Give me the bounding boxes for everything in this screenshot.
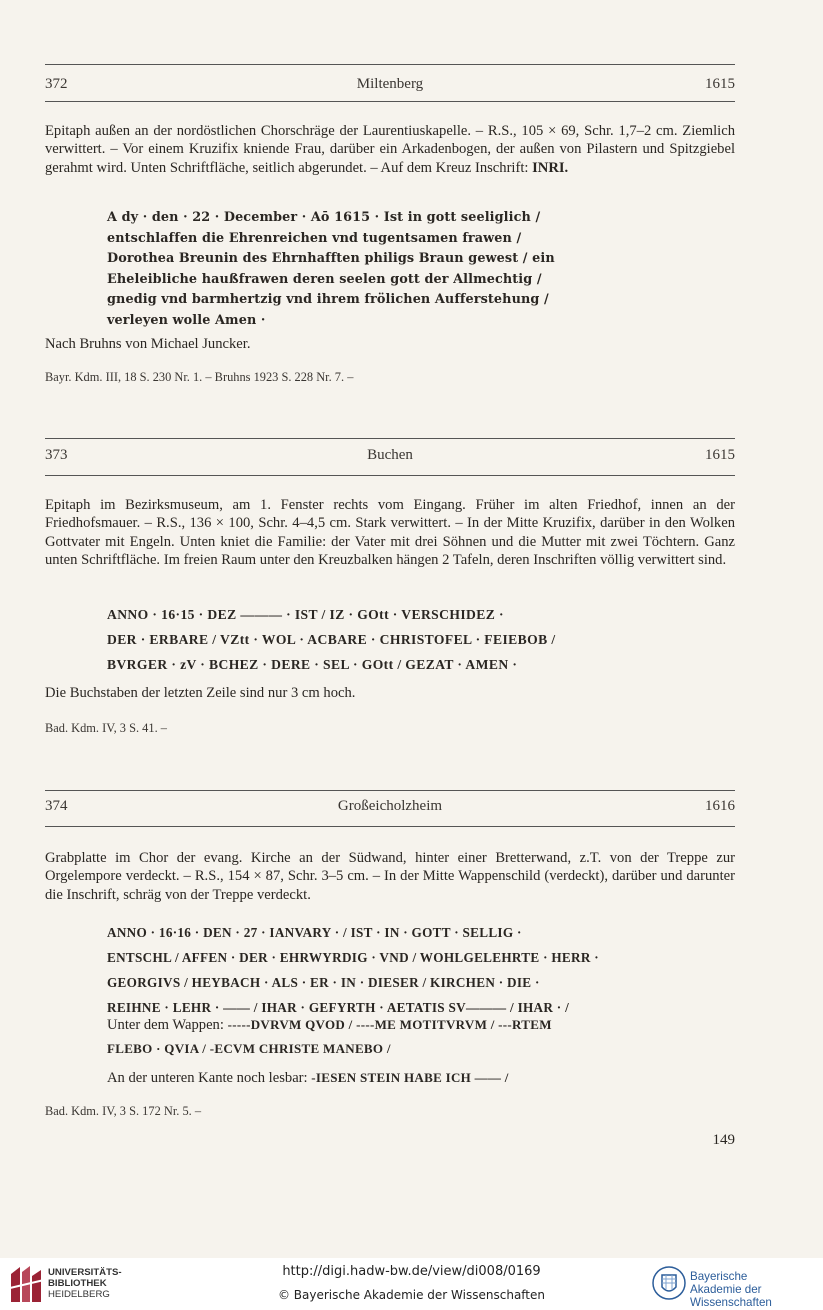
- academy-crest-icon: [651, 1263, 687, 1303]
- inscription-line: ANNO · 16·16 · DEN · 27 · IANVARY · / IST · IN · GOTT · SELLIG ·: [107, 925, 522, 940]
- rule-bottom-372: [45, 101, 735, 102]
- description-text: Epitaph außen an der nordöstlichen Chorschräge der Laurentiuskapelle. – R.S., 105 × 69, Schr. 1,7–2 cm. Ziemlich verwittert. – Vor einem Kruzifix kniende Frau, darüber ein Arkadenbogen, der außen von Pilastern und Spitzgiebel gerahmt wird. Unten Schriftfläche, seitlich abgerundet. – Auf dem Kreuz Inschrift:: [45, 123, 735, 176]
- lower-edge-inscription: [107, 1070, 509, 1087]
- entry-year: 1616: [705, 798, 735, 814]
- entry-header-373: [45, 447, 735, 471]
- entry-description: Grabplatte im Chor der evang. Kirche an der Südwand, hinter einer Bretterwand, z.T. von der Treppe zur Orgelempore verdeckt. – R.S., 154 × 87, Schr. 3–5 cm. – In der Mitte Wappenschild (verdeckt), darüber und darunter die Inschrift, schräg von der Treppe verdeckt.: [45, 850, 735, 903]
- inscription-line: Dorothea Breunin des Ehrnhafften philigs Braun gewest / ein: [107, 251, 555, 266]
- inscription-line: gnedig vnd barmhertzig vnd ihrem frölichen Aufferstehung /: [107, 292, 549, 307]
- entry-place: Buchen: [367, 447, 413, 463]
- library-line: UNIVERSITÄTS-: [48, 1267, 122, 1278]
- inscription-block-373: [107, 602, 727, 677]
- inscription-block-374: [107, 920, 727, 1020]
- entry-note: Nach Bruhns von Michael Juncker.: [45, 336, 251, 352]
- entry-number: 374: [45, 798, 68, 814]
- inscription-line: Eheleibliche haußfrawen deren seelen gott der Allmechtig /: [107, 271, 542, 287]
- source-url-link[interactable]: http://digi.hadw-bw.de/view/di008/0169: [282, 1264, 541, 1279]
- entry-header-374: [45, 798, 735, 822]
- inscription-line: ANNO · 16·15 · DEZ ——— · IST / IZ · GOtt · VERSCHIDEZ ·: [107, 607, 504, 622]
- library-line: HEIDELBERG: [48, 1289, 110, 1300]
- inscription-line: BVRGER · ᴢV · BCHEZ · DERE · SEL · GOtt / GEZAT · AMEN ·: [107, 657, 518, 672]
- academy-line: Akademie der Wissenschaften: [690, 1283, 772, 1309]
- wappen-inscription: [107, 1017, 552, 1034]
- entry-description: [45, 122, 735, 177]
- rule-bottom-374: [45, 826, 735, 827]
- inscription-line: verleyen wolle Amen ·: [107, 312, 266, 328]
- inscription-line: GEORGIVS / HEYBACH · ALS · ER · IN · DIESER / KIRCHEN · DIE ·: [107, 975, 540, 990]
- wappen-inscription-cont: [107, 1041, 391, 1058]
- inscription-line: A dy · den · 22 · December · Aō 1615 · Ist in gott seeliglich /: [107, 210, 541, 225]
- rule-top-373: [45, 438, 735, 439]
- inscription-line: DER · ERBARE / VZtt · WOL · ACBARE · CHRISTOFEL · FEIEBOB /: [107, 632, 556, 647]
- academy-line: Bayerische: [690, 1270, 748, 1283]
- wappen-text-1: -----DVRVM QVOD / ----ME MOTITVRVM / ---RTEM: [227, 1017, 552, 1032]
- rule-top-372: [45, 64, 735, 65]
- lower-edge-text: -IESEN STEIN HABE ICH —— /: [311, 1070, 509, 1085]
- wappen-label: Unter dem Wappen:: [107, 1017, 224, 1033]
- entry-number: 373: [45, 447, 68, 463]
- rule-bottom-373: [45, 475, 735, 476]
- inscription-line: entschlaffen die Ehrenreichen vnd tugentsamen frawen /: [107, 230, 522, 246]
- wappen-text-2: FLEBO · QVIA / -ECVM CHRISTE MANEBO /: [107, 1041, 391, 1056]
- entry-note: Die Buchstaben der letzten Zeile sind nur 3 cm hoch.: [45, 685, 356, 701]
- entry-place: Miltenberg: [356, 76, 424, 92]
- inscription-block-372: [107, 208, 727, 331]
- cross-inscription: INRI.: [532, 159, 569, 176]
- entry-reference: Bayr. Kdm. III, 18 S. 230 Nr. 1. – Bruhns 1923 S. 228 Nr. 7. –: [45, 370, 354, 384]
- library-line: BIBLIOTHEK: [48, 1278, 107, 1289]
- academy-name: [690, 1270, 823, 1309]
- inscription-line: ENTSCHL / AFFEN · DER · EHRWYRDIG · VND / WOHLGELEHRTE · HERR ·: [107, 950, 599, 965]
- entry-reference: Bad. Kdm. IV, 3 S. 41. –: [45, 721, 167, 735]
- rule-top-374: [45, 790, 735, 791]
- footer-bar: [0, 1258, 823, 1310]
- page-number: 149: [712, 1132, 735, 1148]
- entry-number: 372: [45, 76, 68, 92]
- entry-place: Großeicholzheim: [337, 798, 443, 814]
- entry-description: Epitaph im Bezirksmuseum, am 1. Fenster rechts vom Eingang. Früher im alten Friedhof, innen an der Friedhofsmauer. – R.S., 136 × 100, Schr. 4–4,5 cm. Stark verwittert. – In der Mitte Kruzifix, darüber in den Wolken Gottvater mit Engeln. Unten kniet die Familie: der Vater mit drei Söhnen und die Mutter mit zwei Töchtern. Ganz unten Schriftfläche. Im freien Raum unter den Kreuzbalken hängen 2 Tafeln, deren Inschriften völlig verwittert sind.: [45, 497, 735, 569]
- lower-edge-label: An der unteren Kante noch lesbar:: [107, 1070, 308, 1086]
- copyright-text: © Bayerische Akademie der Wissenschaften: [277, 1288, 546, 1302]
- entry-header-372: [45, 76, 735, 100]
- entry-reference: Bad. Kdm. IV, 3 S. 172 Nr. 5. –: [45, 1104, 202, 1118]
- entry-year: 1615: [705, 76, 735, 92]
- entry-year: 1615: [705, 447, 735, 463]
- inscription-line: REIHNE · LEHR · —— / IHAR · GEFYRTH · AETATIS SV——— / IHAR · /: [107, 1000, 570, 1015]
